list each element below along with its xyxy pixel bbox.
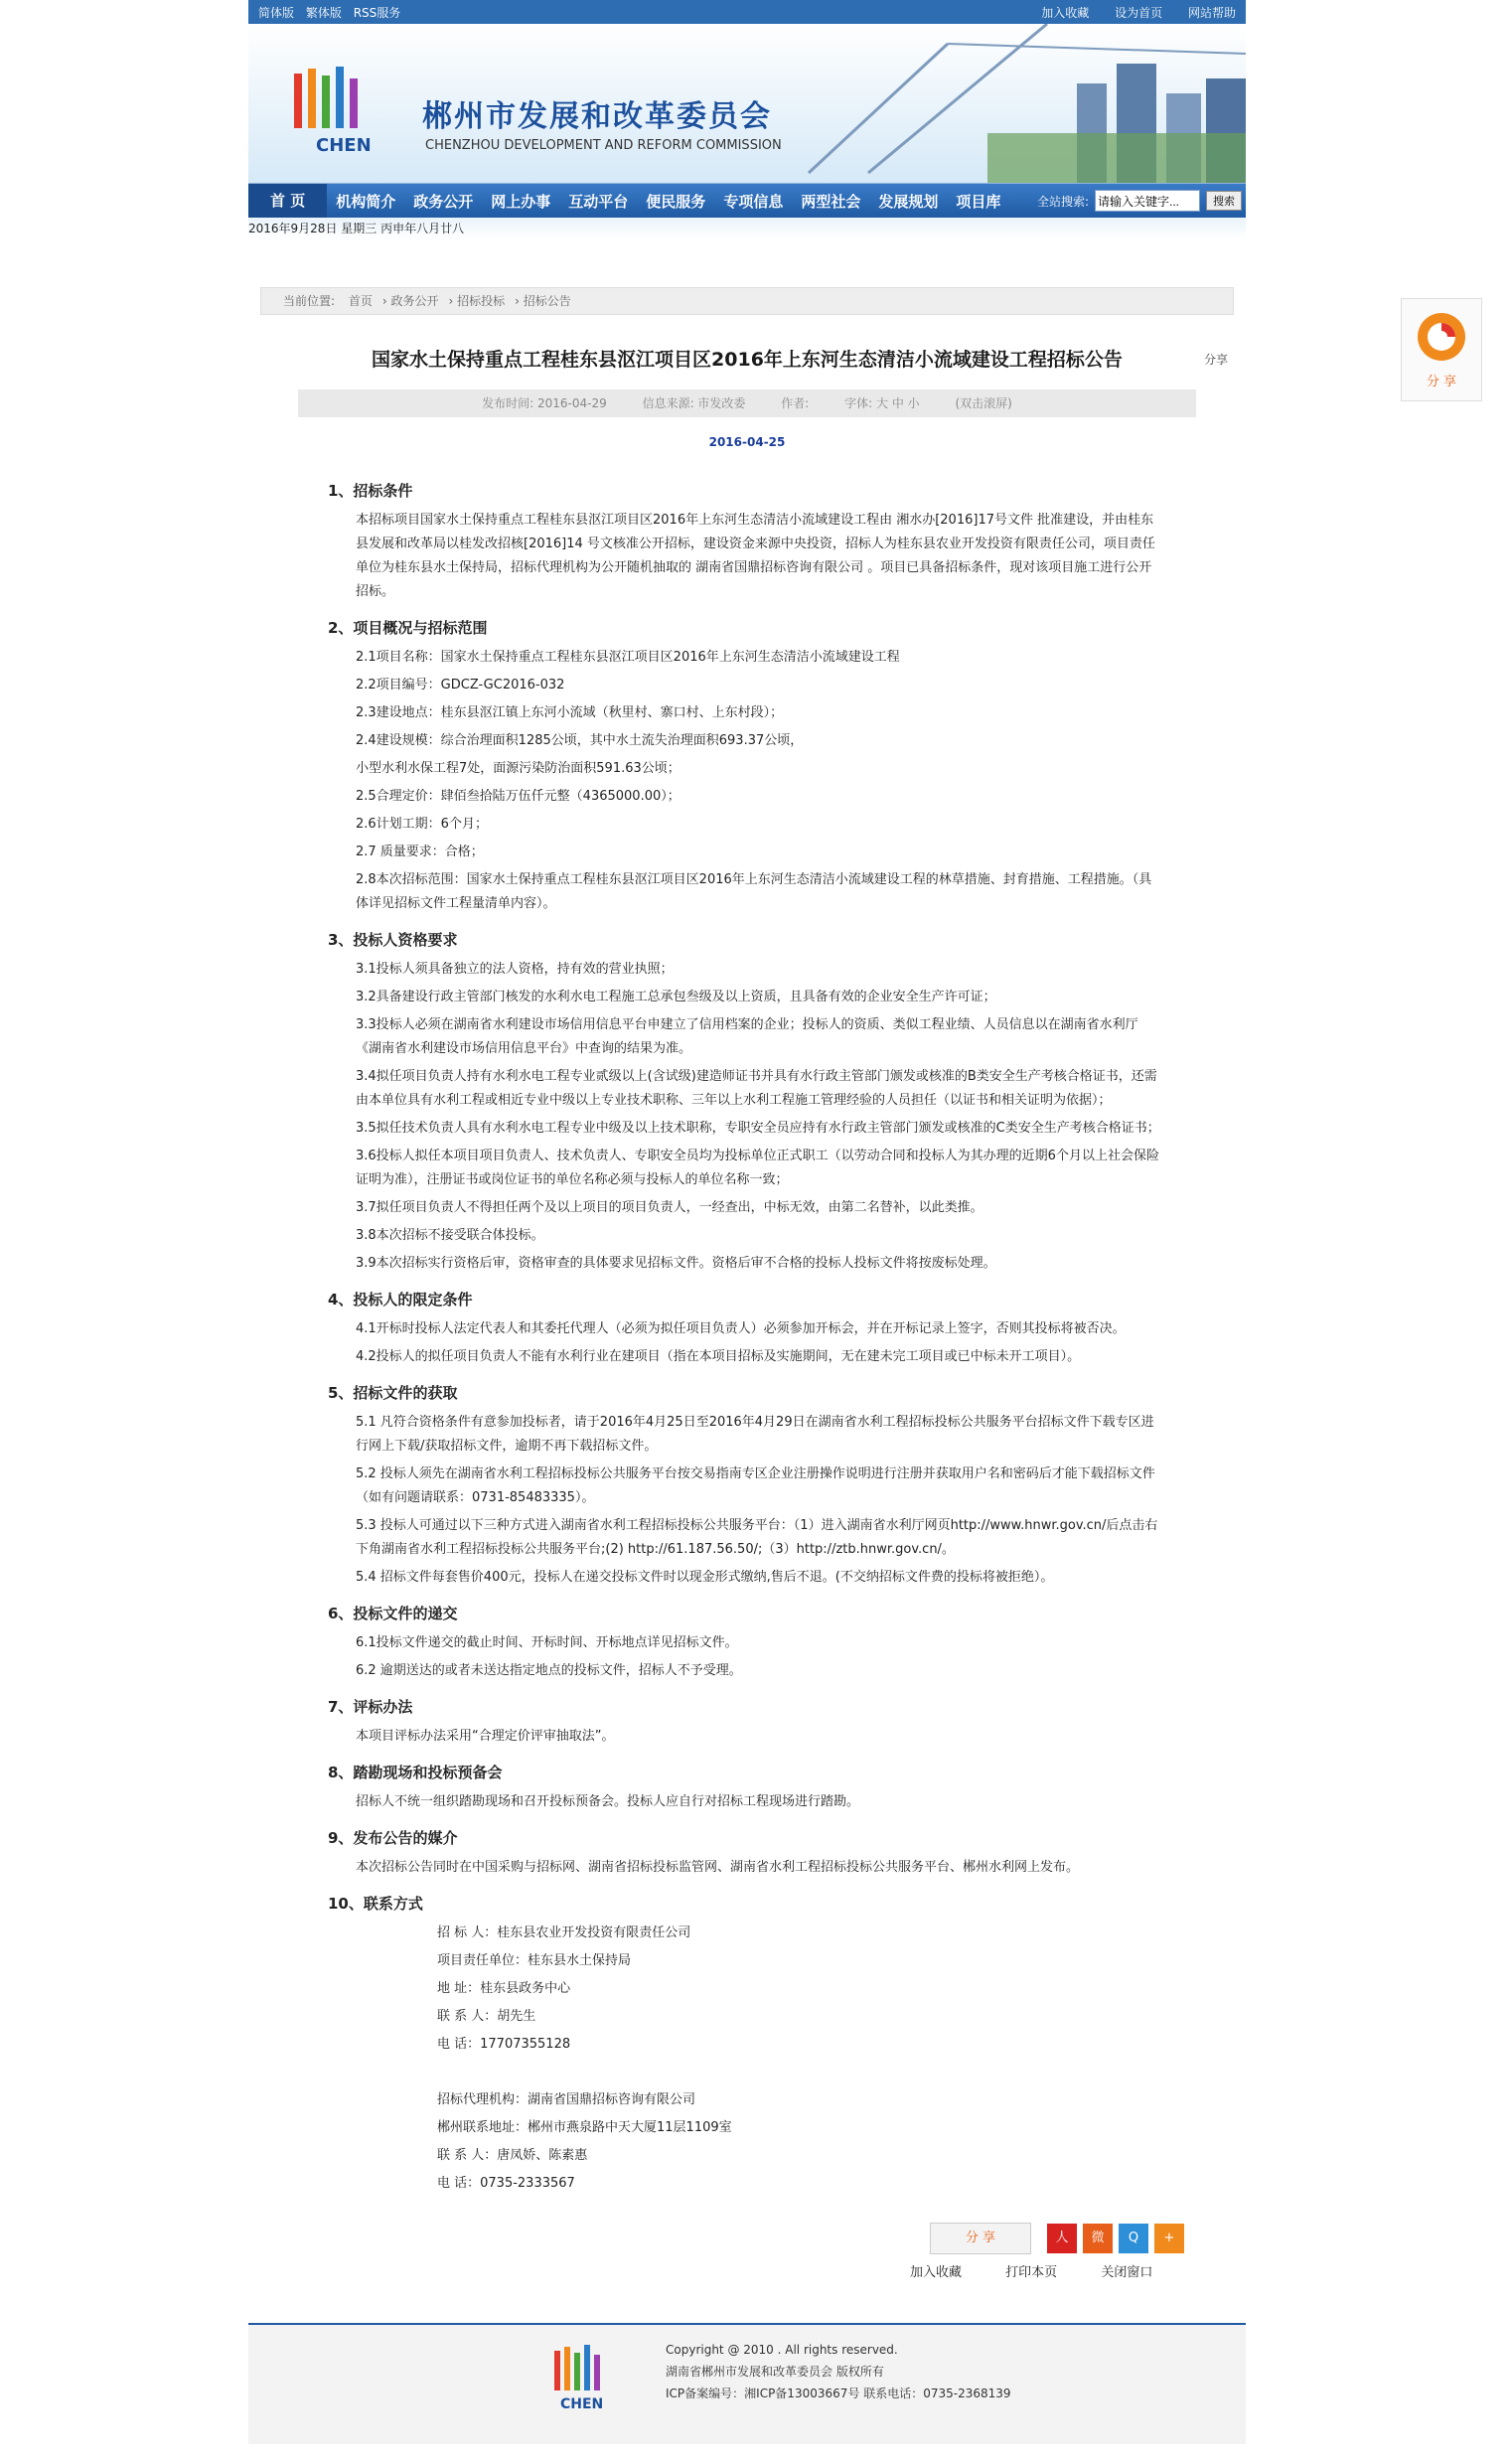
floating-share-label: 分 享 xyxy=(1426,375,1457,389)
site-logo[interactable] xyxy=(286,64,395,158)
footer xyxy=(248,2323,1246,2444)
section-paragraph: 2.8本次招标范围：国家水土保持重点工程桂东县沤江项目区2016年上东河生态清洁小流域建设工程的林草措施、封育措施、工程措施。（具体详见招标文件工程量清单内容）。 xyxy=(356,872,1152,911)
section-paragraph: 5.3 投标人可通过以下三种方式进入湖南省水利工程招标投标公共服务平台：（1）进入湖南省水利厅网页http://www.hnwr.gov.cn/后点击右下角湖南省水利工程招标投标公共服务平台;(2) http://61.187.56.50/;（3）http://ztb.hnwr.gov.cn/。 xyxy=(356,1518,1158,1557)
section-paragraph: 本招标项目国家水土保持重点工程桂东县沤江项目区2016年上东河生态清洁小流域建设工程由 湘水办[2016]17号文件 批准建设，并由桂东县发展和改革局以桂发改招核[2016]14 号文核准公开招标，建设资金来源中央投资，招标人为桂东县农业开发投资有限责任公司，项目责任单位为桂东县水土保持局，招标代理机构为公开随机抽取的 湖南省国鼎招标咨询有限公司 。项目已具备招标条件，现对该项目施工进行公开招标。 xyxy=(356,513,1155,599)
section-heading: 8、踏勘现场和投标预备会 xyxy=(328,1764,503,1781)
article-date: 2016-04-25 xyxy=(708,435,786,449)
contact-line: 联 系 人：唐凤娇、陈素惠 xyxy=(437,2148,588,2163)
contact-line: 电 话：17707355128 xyxy=(437,2037,571,2052)
footer-logo xyxy=(546,2345,626,2414)
more-share-icon[interactable]: + xyxy=(1154,2224,1184,2253)
section-paragraph: 5.2 投标人须先在湖南省水利工程招标投标公共服务平台按交易指南专区企业注册操作说明进行注册并获取用户名和密码后才能下载招标文件（如有问题请联系：0731-85483335）。 xyxy=(356,1466,1155,1505)
contact-line: 招 标 人：桂东县农业开发投资有限责任公司 xyxy=(437,1925,691,1940)
main-nav xyxy=(248,184,1246,218)
qq-icon[interactable]: Q xyxy=(1119,2224,1148,2253)
breadcrumb-bidding[interactable]: 招标投标 xyxy=(457,294,506,308)
article-title-wrap xyxy=(248,345,1246,372)
date-bar: 2016年9月28日 星期三 丙申年八月廿八 xyxy=(248,218,1246,239)
simplified-link[interactable]: 简体版 xyxy=(258,5,295,20)
footer-text xyxy=(666,2339,1011,2404)
site-help-link[interactable]: 网站帮助 xyxy=(1187,5,1236,20)
tool-add-favorite[interactable]: 加入收藏 xyxy=(910,2265,963,2280)
floating-share-widget[interactable] xyxy=(1401,298,1482,401)
footer-icp: ICP备案编号：湘ICP备13003667号 联系电话：0735-2368139 xyxy=(666,2387,1011,2400)
section-paragraph: 4.2投标人的拟任项目负责人不能有水利行业在建项目（指在本项目招标及实施期间，无在建未完工项目或已中标未开工项目）。 xyxy=(356,1349,1081,1364)
add-favorite-link[interactable]: 加入收藏 xyxy=(1041,5,1090,20)
meta-published: 发布时间: 2016-04-29 xyxy=(482,396,607,410)
section-paragraph: 4.1开标时投标人法定代表人和其委托代理人（必须为拟任项目负责人）必须参加开标会，并在开标记录上签字，否则其投标将被否决。 xyxy=(356,1321,1126,1336)
people-icon[interactable]: 人 xyxy=(1047,2224,1077,2253)
site-title: 郴州市发展和改革委员会 xyxy=(422,99,772,134)
share-icon xyxy=(1412,307,1471,367)
section-heading: 6、投标文件的递交 xyxy=(328,1605,458,1622)
svg-text:CHEN: CHEN xyxy=(316,135,372,156)
section-paragraph: 3.4拟任项目负责人持有水利水电工程专业贰级以上(含试级)建造师证书并具有水行政主管部门颁发或核准的B类安全生产考核合格证书，还需由本单位具有水利工程或相近专业中级以上专业技术职称、三年以上水利工程施工管理经验的人员担任（以证书和相关证明为依据）； xyxy=(356,1069,1157,1108)
section-paragraph: 3.2具备建设行政主管部门核发的水利水电工程施工总承包叁级及以上资质，且具备有效的企业安全生产许可证； xyxy=(356,990,996,1004)
breadcrumb-label: 当前位置: xyxy=(283,294,336,308)
section-paragraph: 3.9本次招标实行资格后审，资格审查的具体要求见招标文件。资格后审不合格的投标人投标文件将按废标处理。 xyxy=(356,1256,996,1271)
article-meta xyxy=(298,389,1196,417)
search-label: 全站搜索: xyxy=(1036,194,1089,209)
share-main-button[interactable]: 分 享 xyxy=(930,2223,1031,2254)
section-paragraph: 5.1 凡符合资格条件有意参加投标者，请于2016年4月25日至2016年4月29日在湖南省水利工程招标投标公共服务平台招标文件下载专区进行网上下载/获取招标文件，逾期不再下载招标文件。 xyxy=(356,1415,1154,1454)
nav-planning[interactable]: 发展规划 xyxy=(878,192,939,211)
meta-dblclick-scroll: (双击滚屏) xyxy=(955,396,1012,410)
contact-line: 地 址：桂东县政务中心 xyxy=(437,1981,571,1996)
footer-org: 湖南省郴州市发展和改革委员会 版权所有 xyxy=(666,2365,884,2379)
section-paragraph: 2.1项目名称：国家水土保持重点工程桂东县沤江项目区2016年上东河生态清洁小流域建设工程 xyxy=(356,650,900,665)
breadcrumb-home[interactable]: 首页 xyxy=(348,294,373,308)
contact-line xyxy=(387,2061,1161,2084)
section-paragraph: 3.1投标人须具备独立的法人资格，持有效的营业执照； xyxy=(356,962,674,977)
top-bar xyxy=(248,0,1246,24)
footer-copyright: Copyright @ 2010 . All rights reserved. xyxy=(666,2343,898,2357)
traditional-link[interactable]: 繁体版 xyxy=(305,5,342,20)
section-paragraph: 2.2项目编号：GDCZ-GC2016-032 xyxy=(356,678,565,693)
article-title: 国家水土保持重点工程桂东县沤江项目区2016年上东河生态清洁小流域建设工程招标公告 xyxy=(372,349,1123,371)
meta-font-size[interactable]: 字体: 大 中 小 xyxy=(844,396,920,410)
page-container xyxy=(248,0,1246,2464)
section-paragraph: 招标人不统一组织踏勘现场和召开投标预备会。投标人应自行对招标工程现场进行踏勘。 xyxy=(356,1794,860,1809)
nav-online-service[interactable]: 网上办事 xyxy=(491,192,551,211)
site-subtitle: CHENZHOU DEVELOPMENT AND REFORM COMMISSION xyxy=(425,138,782,153)
contact-line: 项目责任单位：桂东县水土保持局 xyxy=(437,1953,632,1968)
section-heading: 3、投标人资格要求 xyxy=(328,931,458,949)
breadcrumb: 当前位置: 首页 › 政务公开 › 招标投标 › 招标公告 xyxy=(260,287,1234,315)
section-paragraph: 2.4建设规模：综合治理面积1285公顷，其中水土流失治理面积693.37公顷， xyxy=(356,733,804,748)
contact-block xyxy=(387,1922,1161,2196)
section-heading: 4、投标人的限定条件 xyxy=(328,1291,473,1309)
skyline-illustration xyxy=(749,24,1246,183)
page-tools xyxy=(910,2261,1192,2280)
contact-line: 电 话：0735-2333567 xyxy=(437,2176,575,2191)
meta-author: 作者: xyxy=(781,396,810,410)
breadcrumb-announcement[interactable]: 招标公告 xyxy=(523,294,571,308)
header-banner xyxy=(248,24,1246,184)
nav-home[interactable]: 首 页 xyxy=(248,184,327,218)
search-input[interactable] xyxy=(1095,190,1200,212)
section-paragraph: 3.6投标人拟任本项目项目负责人、技术负责人、专职安全员均为投标单位正式职工（以劳动合同和投标人为其办理的近期6个月以上社会保险证明为准），注册证书或岗位证书的单位名称必须与投标人的单位名称一致； xyxy=(356,1149,1159,1187)
svg-text:CHEN: CHEN xyxy=(560,2396,604,2412)
section-paragraph: 5.4 招标文件每套售价400元，投标人在递交投标文件时以现金形式缴纳,售后不退。(不交纳招标文件费的投标将被拒绝）。 xyxy=(356,1570,1054,1585)
section-paragraph: 3.8本次招标不接受联合体投标。 xyxy=(356,1228,544,1243)
section-paragraph: 3.7拟任项目负责人不得担任两个及以上项目的项目负责人，一经查出，中标无效，由第二名替补，以此类推。 xyxy=(356,1200,983,1215)
nav-special-info[interactable]: 专项信息 xyxy=(723,192,784,211)
nav-two-type-society[interactable]: 两型社会 xyxy=(801,192,861,211)
nav-public-affairs[interactable]: 政务公开 xyxy=(413,192,474,211)
share-bar xyxy=(930,2223,1190,2254)
tool-print[interactable]: 打印本页 xyxy=(1005,2265,1058,2280)
section-heading: 7、评标办法 xyxy=(328,1698,413,1716)
contact-line: 联 系 人：胡先生 xyxy=(437,2009,536,2024)
section-paragraph: 2.3建设地点：桂东县沤江镇上东河小流域（秋里村、寨口村、上东村段）； xyxy=(356,705,784,720)
section-paragraph: 2.6计划工期：6个月； xyxy=(356,817,488,832)
set-homepage-link[interactable]: 设为首页 xyxy=(1115,5,1163,20)
breadcrumb-public-affairs[interactable]: 政务公开 xyxy=(390,294,439,308)
section-paragraph: 小型水利水保工程7处，面源污染防治面积591.63公顷； xyxy=(356,761,680,776)
section-paragraph: 本次招标公告同时在中国采购与招标网、湖南省招标投标监管网、湖南省水利工程招标投标公共服务平台、郴州水利网上发布。 xyxy=(356,1860,1080,1875)
section-paragraph: 3.5拟任技术负责人具有水利水电工程专业中级及以上技术职称，专职安全员应持有水行政主管部门颁发或核准的C类安全生产考核合格证书； xyxy=(356,1121,1160,1136)
section-heading: 1、招标条件 xyxy=(328,482,413,500)
section-heading: 9、发布公告的媒介 xyxy=(328,1829,458,1847)
section-paragraph: 3.3投标人必须在湖南省水利建设市场信用信息平台申建立了信用档案的企业；投标人的资质、类似工程业绩、人员信息以在湖南省水利厅《湖南省水利建设市场信用信息平台》中查询的结果为准。 xyxy=(356,1017,1138,1056)
section-paragraph: 2.5合理定价：肆佰叁拾陆万伍仟元整（4365000.00）； xyxy=(356,789,680,804)
nav-about[interactable]: 机构简介 xyxy=(336,192,396,211)
article-body xyxy=(328,479,1161,2196)
rss-link[interactable]: RSS服务 xyxy=(353,5,401,20)
tool-close[interactable]: 关闭窗口 xyxy=(1101,2265,1153,2280)
nav-project-library[interactable]: 项目库 xyxy=(956,192,1001,211)
section-heading: 2、项目概况与招标范围 xyxy=(328,619,488,637)
nav-convenience[interactable]: 便民服务 xyxy=(646,192,706,211)
contact-line: 招标代理机构：湖南省国鼎招标咨询有限公司 xyxy=(437,2092,696,2107)
section-heading: 5、招标文件的获取 xyxy=(328,1384,458,1402)
top-left-links xyxy=(258,4,408,21)
search-button[interactable]: 搜索 xyxy=(1206,191,1242,211)
nav-interaction[interactable]: 互动平台 xyxy=(568,192,629,211)
site-search xyxy=(1037,190,1242,212)
contact-line: 郴州联系地址：郴州市燕泉路中天大厦11层1109室 xyxy=(437,2120,732,2135)
section-paragraph: 6.1投标文件递交的截止时间、开标时间、开标地点详见招标文件。 xyxy=(356,1635,738,1650)
meta-source: 信息来源: 市发改委 xyxy=(642,396,746,410)
section-paragraph: 本项目评标办法采用“合理定价评审抽取法”。 xyxy=(356,1729,615,1744)
section-paragraph: 2.7 质量要求：合格； xyxy=(356,845,484,859)
section-paragraph: 6.2 逾期送达的或者未送达指定地点的投标文件，招标人不予受理。 xyxy=(356,1663,742,1678)
top-right-links xyxy=(1019,4,1236,21)
section-heading: 10、联系方式 xyxy=(328,1895,423,1913)
weibo-icon[interactable]: 微 xyxy=(1083,2224,1113,2253)
share-button[interactable]: 分享 xyxy=(1203,353,1228,367)
